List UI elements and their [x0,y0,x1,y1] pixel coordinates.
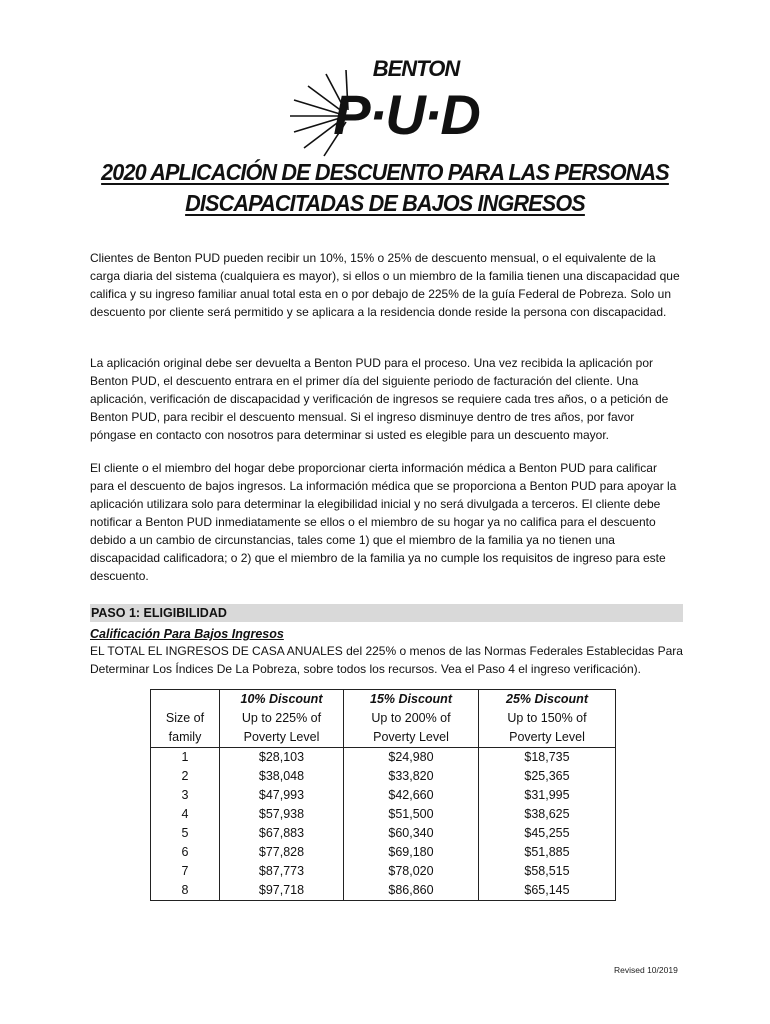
header-line: Up to 200% of [371,711,451,725]
header-line: Poverty Level [243,730,320,744]
document-title [23,157,747,219]
header-line [151,690,219,709]
table-cell: $47,993 [220,786,344,805]
table-cell: $86,860 [344,881,479,901]
table-cell: 7 [151,862,220,881]
table-cell: $24,980 [344,748,479,768]
table-cell: $69,180 [344,843,479,862]
table-cell: $51,885 [479,843,616,862]
medical-info-paragraph: El cliente o el miembro del hogar debe proporcionar cierta información médica a Benton PUD para calificar para el descuento de bajos ingresos. La información médica que se proporciona a Benton PUD para apoyar la aplicación utilizara solo para determinar la elegibilidad inicial y no será divulgada a terceros. El cliente debe notificar a Benton PUD inmediatamente se ellos o el miembro de su hogar ya no califica para el descuento debido a un cambio de circunstancias, tales come 1) que el miembro de la familia ya no tienen una discapacidad calificadora; o 2) que el miembro de la familia ya no cumple los requisitos de ingreso para este descuento. [90,461,677,583]
table-row [151,881,616,901]
table-cell: $38,048 [220,767,344,786]
table-cell: $18,735 [479,748,616,768]
table-cell: $60,340 [344,824,479,843]
table-cell: 1 [151,748,220,768]
document-title-line1: 2020 APLICACIÓN DE DESCUENTO PARA LAS PERSONAS [101,159,669,185]
header-15-discount [344,690,479,748]
step1-text: EL TOTAL EL INGRESOS DE CASA ANUALES del 225% o menos de las Normas Federales Establecidas Para Determinar Los Índices De La Pobreza, sobre todos los recursos. Vea el Paso 4 el ingreso verificación). [90,644,683,676]
table-row [151,767,616,786]
lightning-burst-logo-icon [288,50,488,160]
table-cell: $28,103 [220,748,344,768]
table-row [151,786,616,805]
table-cell: 5 [151,824,220,843]
intro-paragraph: Clientes de Benton PUD pueden recibir un 10%, 15% o 25% de descuento mensual, o el equivalente de la carga diaria del sistema (cualquiera es mayor), si ellos o un miembro de la familia tienen una discapacidad que califica y su ingreso familiar anual total esta en o por debajo de 225% de la guía Federal de Pobreza. Solo un descuento por cliente será permitido y se aplicara a la residencia donde reside la persona con discapacidad. [90,251,680,319]
header-line: 10% Discount [240,692,323,706]
income-table [150,689,616,901]
header-line: Poverty Level [509,730,585,744]
table-cell: 4 [151,805,220,824]
logo-letters: P·U·D [333,83,479,146]
step1-subheading: Calificación Para Bajos Ingresos [90,627,284,641]
table-row [151,748,616,768]
table-cell: $97,718 [220,881,344,901]
document-title-line2: DISCAPACITADAS DE BAJOS INGRESOS [185,190,585,216]
table-row [151,843,616,862]
table-row [151,805,616,824]
header-size-of-family [151,690,220,748]
revised-date: Revised 10/2019 [614,965,678,975]
step1-heading: PASO 1: ELIGIBILIDAD [90,604,683,622]
table-cell: $87,773 [220,862,344,881]
table-cell: $31,995 [479,786,616,805]
header-line: family [168,730,202,744]
process-paragraph: La aplicación original debe ser devuelta a Benton PUD para el proceso. Una vez recibida la aplicación por Benton PUD, el descuento entrara en el primer día del siguiente periodo de facturación del cliente. Una aplicación, verificación de discapacidad y verificación de ingresos se requiere cada tres años, o a petición de Benton PUD, para recibir el descuento mensual. Si el ingreso disminuye dentro de tres años, por favor póngase en contacto con nosotros para determinar si usted es elegible para un descuento mayor. [90,356,669,442]
logo-top-text: BENTON [372,56,460,81]
header-line: Up to 225% of [241,711,322,725]
header-25-discount [479,690,616,748]
header-line: 25% Discount [506,692,588,706]
table-cell: 3 [151,786,220,805]
table-cell: $65,145 [479,881,616,901]
table-cell: 2 [151,767,220,786]
table-cell: $67,883 [220,824,344,843]
table-cell: $58,515 [479,862,616,881]
table-row [151,862,616,881]
table-cell: $33,820 [344,767,479,786]
table-cell: $25,365 [479,767,616,786]
header-line: 15% Discount [370,692,452,706]
table-cell: $42,660 [344,786,479,805]
header-line: Up to 150% of [507,711,587,725]
table-cell: $38,625 [479,805,616,824]
table-cell: $57,938 [220,805,344,824]
table-row [151,824,616,843]
table-cell: 6 [151,843,220,862]
table-cell: $77,828 [220,843,344,862]
header-line: Poverty Level [373,730,449,744]
table-header-row [151,690,616,748]
benton-pud-logo [288,50,488,160]
header-10-discount [220,690,344,748]
table-cell: $51,500 [344,805,479,824]
table-cell: $45,255 [479,824,616,843]
header-line: Size of [165,711,205,725]
table-cell: 8 [151,881,220,901]
table-cell: $78,020 [344,862,479,881]
